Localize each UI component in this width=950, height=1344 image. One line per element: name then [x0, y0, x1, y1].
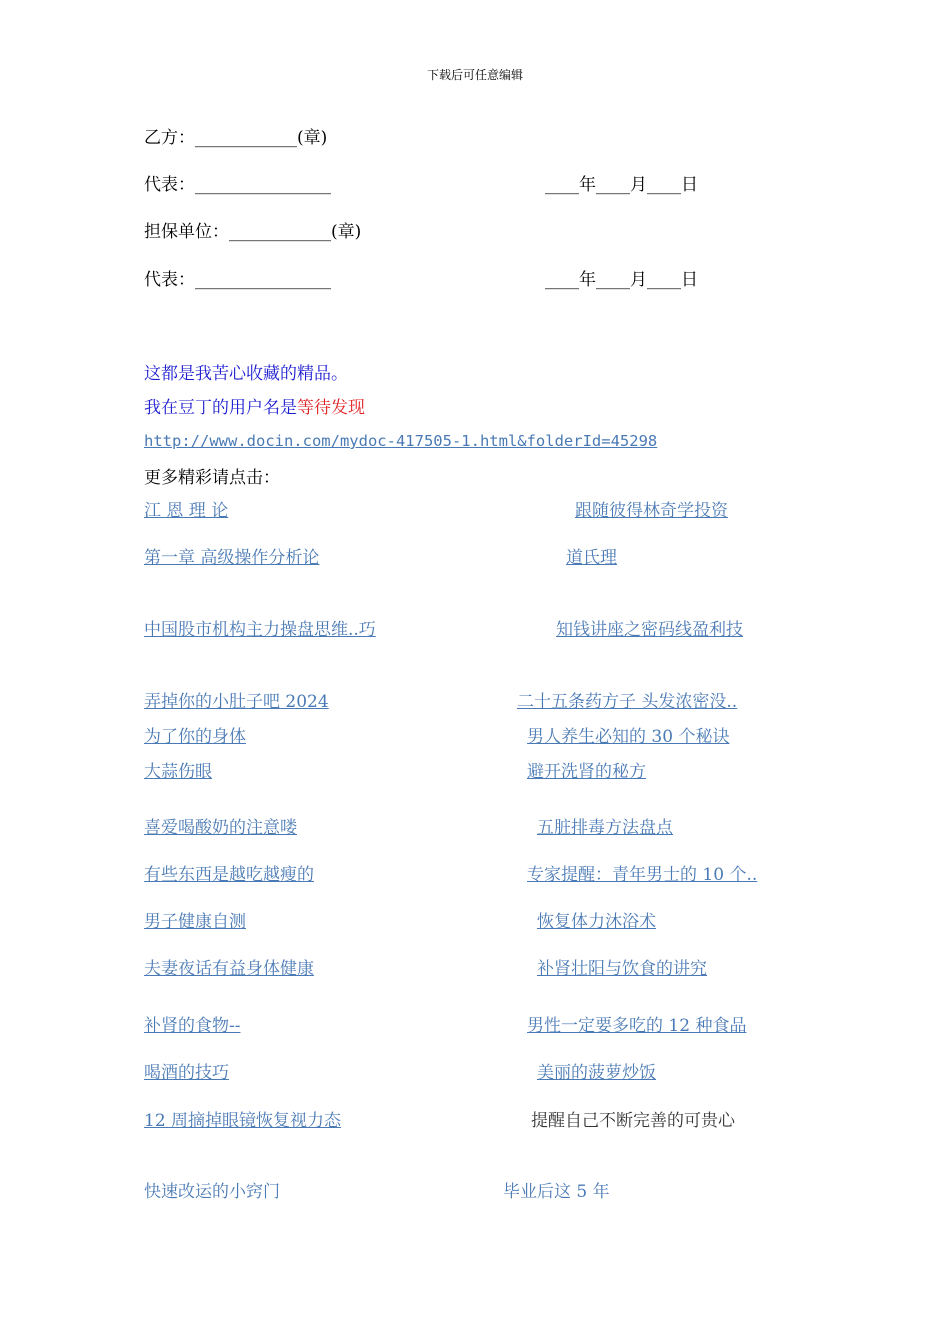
text-self-improvement: 提醒自己不断完善的可贵心	[531, 1111, 735, 1131]
link-jiang-en-theory[interactable]: 江 恩 理 论	[144, 501, 229, 521]
link-password-line[interactable]: 知钱讲座之密码线盈利技	[556, 620, 743, 640]
link-12-foods[interactable]: 男性一定要多吃的 12 种食品	[527, 1016, 747, 1036]
promo-username: 等待发现	[297, 398, 365, 418]
promo-line-2	[144, 396, 365, 420]
link-kidney-diet[interactable]: 补肾壮阳与饮食的讲究	[537, 959, 707, 979]
link-expert-reminder[interactable]: 专家提醒：青年男士的 10 个..	[527, 865, 758, 885]
link-drinking-tips[interactable]: 喝酒的技巧	[144, 1063, 229, 1083]
date-line-1: ____年____月____日	[545, 175, 698, 195]
docin-url-link[interactable]: http://www.docin.com/mydoc-417505-1.html&folderId=45298	[144, 432, 658, 450]
text-change-luck: 快速改运的小窍门	[144, 1182, 280, 1202]
link-china-stock-market[interactable]: 中国股市机构主力操盘思维..巧	[144, 620, 376, 640]
link-peter-lynch[interactable]: 跟随彼得林奇学投资	[575, 501, 728, 521]
link-avoid-dialysis[interactable]: 避开洗肾的秘方	[527, 762, 646, 782]
representative-line-1: 代表：________________	[144, 175, 331, 195]
party-b-line: 乙方：____________(章)	[144, 128, 328, 148]
promo-line-1: 这都是我苦心收藏的精品。	[144, 364, 348, 384]
link-kidney-foods[interactable]: 补肾的食物--	[144, 1016, 241, 1036]
text-five-years: 毕业后这 5 年	[503, 1182, 610, 1202]
link-bath-recovery[interactable]: 恢复体力沐浴术	[537, 912, 656, 932]
link-hair-prescriptions[interactable]: 二十五条药方子 头发浓密没..	[517, 692, 738, 712]
link-vision-recovery[interactable]: 12 周摘掉眼镜恢复视力态	[144, 1111, 342, 1131]
link-male-self-test[interactable]: 男子健康自测	[144, 912, 246, 932]
link-garlic-eyes[interactable]: 大蒜伤眼	[144, 762, 212, 782]
link-eat-thinner[interactable]: 有些东西是越吃越瘦的	[144, 865, 314, 885]
guarantor-line: 担保单位：____________(章)	[144, 222, 362, 242]
link-dow-theory[interactable]: 道氏理	[566, 548, 617, 568]
representative-line-2: 代表：________________	[144, 270, 331, 290]
promo-username-label: 我在豆丁的用户名是	[144, 398, 297, 418]
link-pineapple-rice[interactable]: 美丽的菠萝炒饭	[537, 1063, 656, 1083]
link-for-your-body[interactable]: 为了你的身体	[144, 727, 246, 747]
date-line-2: ____年____月____日	[545, 270, 698, 290]
link-yogurt-notice[interactable]: 喜爱喝酸奶的注意喽	[144, 818, 297, 838]
link-organ-detox[interactable]: 五脏排毒方法盘点	[537, 818, 673, 838]
link-advanced-analysis[interactable]: 第一章 高级操作分析论	[144, 548, 320, 568]
link-couple-talk[interactable]: 夫妻夜话有益身体健康	[144, 959, 314, 979]
link-lose-belly[interactable]: 弄掉你的小肚子吧 2024	[144, 692, 329, 712]
link-mens-health-secrets[interactable]: 男人养生必知的 30 个秘诀	[527, 727, 730, 747]
page-header-note: 下载后可任意编辑	[426, 68, 523, 82]
more-prompt: 更多精彩请点击：	[144, 468, 280, 488]
